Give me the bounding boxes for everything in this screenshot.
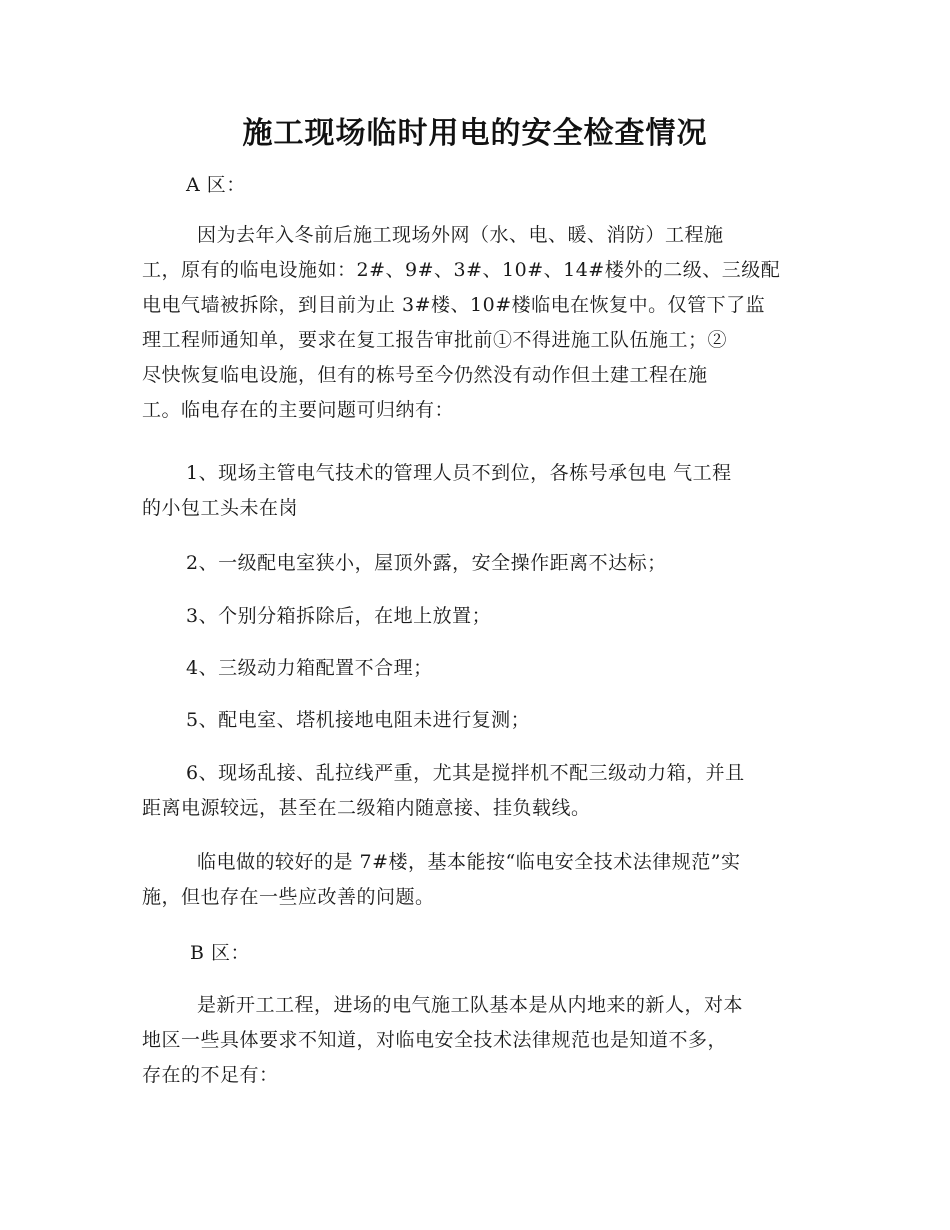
issue-item-6 <box>142 756 814 826</box>
section-b-intro-paragraph <box>142 988 814 1093</box>
good-practice-paragraph <box>142 845 814 915</box>
paragraph-line: 地区一些具体要求不知道，对临电安全技术法律规范也是知道不多， <box>142 1029 728 1051</box>
paragraph-line: 电电气墙被拆除，到目前为止 3#楼、10#楼临电在恢复中。仅管下了监 <box>142 294 766 316</box>
issue-line: 1、现场主管电气技术的管理人员不到位，各栋号承包电 气工程 <box>186 462 732 484</box>
issue-line: 2、一级配电室狭小，屋顶外露，安全操作距离不达标； <box>186 552 667 574</box>
issue-item-2 <box>142 546 814 581</box>
issue-item-1 <box>142 456 814 526</box>
section-b-heading <box>142 936 814 971</box>
issue-line: 3、个别分箱拆除后，在地上放置； <box>186 605 492 627</box>
paragraph-line: 是新开工工程，进场的电气施工队基本是从内地来的新人，对本 <box>197 994 744 1016</box>
paragraph-line: 施，但也存在一些应改善的问题。 <box>142 886 435 908</box>
section-heading-text: B 区： <box>190 942 251 964</box>
issue-line: 4、三级动力箱配置不合理； <box>186 657 433 679</box>
issue-item-4 <box>142 651 814 686</box>
issue-line: 的小包工头未在岗 <box>142 497 299 519</box>
issue-item-3 <box>142 599 814 634</box>
paragraph-line: 理工程师通知单，要求在复工报告审批前①不得进施工队伍施工；② <box>142 329 728 351</box>
issue-item-5 <box>142 703 814 738</box>
issue-line: 6、现场乱接、乱拉线严重，尤其是搅拌机不配三级动力箱，并且 <box>186 762 745 784</box>
paragraph-line: 工。临电存在的主要问题可归纳有： <box>142 399 455 421</box>
section-heading-text: A 区： <box>186 174 246 196</box>
paragraph-line: 尽快恢复临电设施，但有的栋号至今仍然没有动作但土建工程在施 <box>142 364 708 386</box>
section-a-intro-paragraph <box>142 218 814 428</box>
paragraph-line: 因为去年入冬前后施工现场外网（水、电、暖、消防）工程施 <box>197 224 724 246</box>
paragraph-line: 存在的不足有： <box>142 1064 279 1086</box>
paragraph-line: 工，原有的临电设施如：2#、9#、3#、10#、14#楼外的二级、三级配 <box>142 259 781 281</box>
page-title: 施工现场临时用电的安全检查情况 <box>242 116 708 151</box>
issue-line: 距离电源较远，甚至在二级箱内随意接、挂负载线。 <box>142 797 591 819</box>
issue-line: 5、配电室、塔机接地电阻未进行复测； <box>186 709 531 731</box>
paragraph-line: 临电做的较好的是 7#楼，基本能按“临电安全技术法律规范”实 <box>197 851 741 873</box>
section-a-heading <box>142 168 814 203</box>
